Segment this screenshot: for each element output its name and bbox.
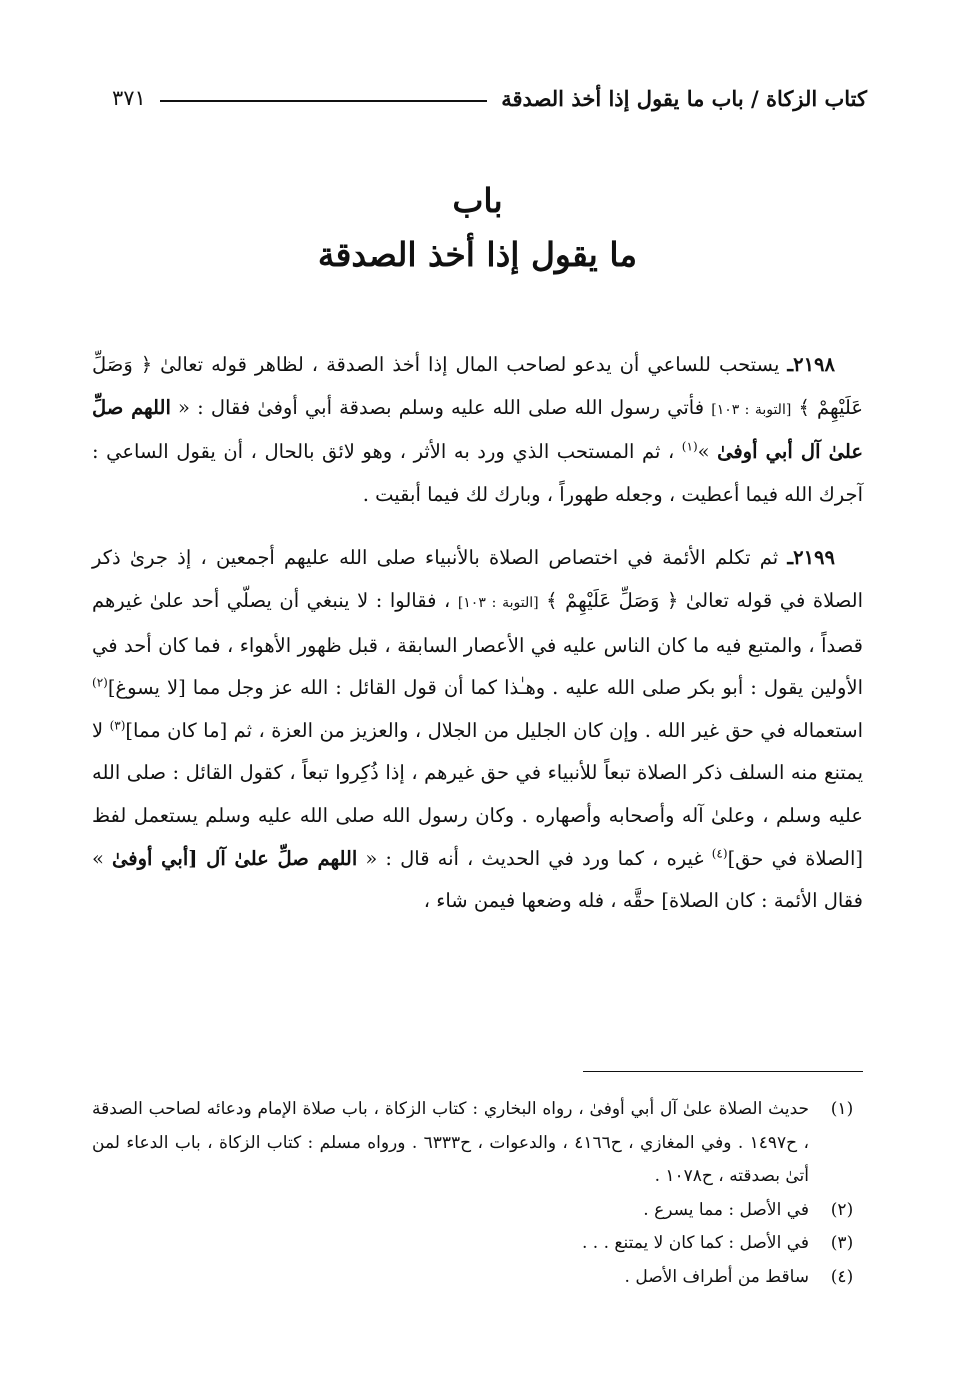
chapter-heading — [0, 178, 955, 280]
quran-reference: [التوبة : ١٠٣] — [457, 594, 539, 611]
main-text — [92, 344, 863, 923]
text-segment: » فقال الأئمة : كان الصلاة] حقَّه ، فله وضعها فيمن شاء ، — [92, 846, 863, 913]
paragraph-2198 — [92, 344, 863, 516]
prophetic-quote: اللهم صلِّ علىٰ آل [أبي أوفىٰ — [112, 846, 358, 870]
footnote-number: (٤) — [830, 1266, 854, 1287]
footnote — [92, 1227, 863, 1261]
footnote — [92, 1093, 863, 1194]
footnote — [92, 1261, 863, 1295]
footnote-separator — [583, 1071, 863, 1072]
text-segment: ، ثم المستحب الذي ورد به الأثر ، وهو لائق بالحال ، أن يقول الساعي : آجرك الله فيما أعطيت ، وجعله طهوراً ، وبارك لك فيما أبقيت . — [92, 440, 863, 506]
footnote-marker: (٢) — [92, 675, 108, 690]
prophetic-quote: اللهم صلِّ علىٰ آل أبي أوفىٰ — [92, 395, 863, 464]
footnote-marker: (٣) — [109, 718, 126, 733]
chapter-title: ما يقول إذا أخذ الصدقة — [317, 235, 638, 274]
text-segment: ، فقالوا : لا ينبغي أن يصلّي أحد علىٰ غيرهم قصداً ، والمتبع فيه ما كان الناس عليه في الأعصار السابقة ، قبل ظهور الأهواء ، فما كان أحد في الأولين يقول : أبو بكر صلى الله عليه . وهـٰذا كما أن قول القائل : الله عز وجل مما [لا يسوغ] — [92, 588, 863, 700]
footnote-number: (٣) — [830, 1233, 854, 1253]
footnote-text: ساقط من أطراف الأصل . — [624, 1266, 809, 1287]
footnote-number: (١) — [830, 1099, 854, 1119]
footnotes — [92, 1093, 863, 1294]
page-number: ٣٧١ — [112, 86, 146, 110]
text-segment: يستحب للساعي أن يدعو لصاحب المال إذا أخذ الصدقة ، لظاهر قوله تعالىٰ ﴿ وَصَلِّ عَلَيْهِمْ ﴾ — [92, 353, 863, 419]
paragraph-number: ٢١٩٨ـ — [787, 353, 835, 376]
running-header — [112, 78, 867, 118]
paragraph-2199 — [92, 537, 863, 922]
header-rule — [160, 100, 487, 102]
footnote-text: في الأصل : مما يسرع . — [643, 1199, 809, 1220]
paragraph-number: ٢١٩٩ـ — [787, 546, 835, 570]
text-segment: غيره ، كما ورد في الحديث ، أنه قال : « — [357, 846, 712, 870]
chapter-keyword: باب — [452, 181, 503, 220]
header-title: كتاب الزكاة / باب ما يقول إذا أخذ الصدقة — [501, 85, 867, 111]
text-segment: » — [697, 440, 718, 464]
text-segment: لا يمتنع منه السلف ذكر الصلاة تبعاً للأنبياء في حق غيرهم ، إذا ذُكِروا تبعاً ، كقول القائل : صلى الله عليه وسلم ، وعلىٰ آله وأصحابه وأصهاره . وكان رسول الله صلى الله عليه وسلم يستعمل لفظ [الصلاة في حق] — [92, 718, 863, 870]
footnote-marker: (٤) — [711, 846, 728, 861]
text-segment: استعماله في حق غير الله . وإن كان الجليل من الجلال ، والعزيز من العزة ، ثم [ما كان مما] — [125, 718, 863, 742]
text-segment: فأتي رسول الله صلى الله عليه وسلم بصدقة أبي أوفىٰ فقال : « — [170, 395, 712, 419]
footnote — [92, 1194, 863, 1228]
footnote-text: في الأصل : كما كان لا يمتنع . . . — [581, 1233, 809, 1253]
quran-reference: [التوبة : ١٠٣] — [711, 401, 792, 418]
footnote-marker: (١) — [681, 439, 698, 454]
footnote-text: حديث الصلاة علىٰ آل أبي أوفىٰ ، رواه البخاري : كتاب الزكاة ، باب صلاة الإمام ودعائه لصاحب الصدقة ، ح١٤٩٧ . وفي المغازي ، ح٤١٦٦ ، والدعوات ، ح٦٣٣٣ . ورواه مسلم : كتاب الزكاة ، باب الدعاء لمن أتىٰ بصدقته ، ح١٠٧٨ . — [92, 1099, 809, 1186]
footnote-number: (٢) — [830, 1199, 854, 1220]
text-segment: ثم تكلم الأئمة في اختصاص الصلاة بالأنبياء صلى الله عليهم أجمعين ، إذ جرىٰ ذكر الصلاة في قوله تعالىٰ ﴿ وَصَلِّ عَلَيْهِمْ ﴾ — [92, 546, 864, 612]
